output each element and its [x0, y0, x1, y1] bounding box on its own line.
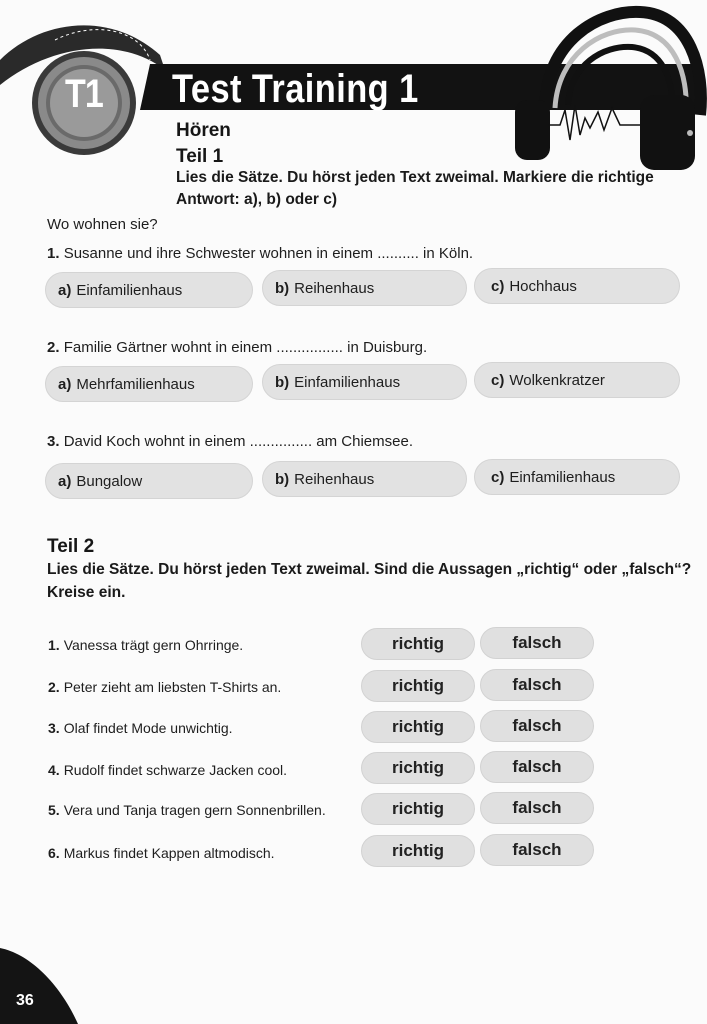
option-text: Hochhaus	[509, 277, 577, 295]
s6-falsch-button[interactable]: falsch	[480, 834, 594, 866]
option-text: Mehrfamilienhaus	[76, 375, 195, 393]
statement-1	[48, 637, 243, 653]
s2-richtig-button[interactable]: richtig	[361, 670, 475, 702]
statement-number: 6.	[48, 845, 60, 861]
s5-richtig-button[interactable]: richtig	[361, 793, 475, 825]
statement-number: 4.	[48, 762, 60, 778]
option-letter: b)	[275, 470, 290, 488]
q3-option-c[interactable]	[474, 459, 680, 495]
statement-number: 5.	[48, 802, 60, 818]
question-3	[47, 433, 413, 450]
question-text: David Koch wohnt in einem ............... am Chiemsee.	[63, 433, 414, 450]
statement-text: Peter zieht am liebsten T-Shirts an.	[63, 679, 282, 695]
statement-number: 3.	[48, 720, 60, 736]
option-letter: a)	[58, 281, 72, 299]
statement-text: Vanessa trägt gern Ohrringe.	[63, 637, 244, 653]
question-1	[47, 245, 473, 262]
s4-falsch-button[interactable]: falsch	[480, 751, 594, 783]
statement-number: 1.	[48, 637, 60, 653]
page-corner-graphic	[0, 944, 80, 1024]
option-text: Einfamilienhaus	[509, 468, 616, 486]
q1-option-c[interactable]	[474, 268, 680, 304]
teil1-prompt: Wo wohnen sie?	[47, 216, 158, 233]
option-text: Reihenhaus	[294, 470, 375, 488]
statement-text: Markus findet Kappen altmodisch.	[63, 845, 275, 861]
s1-richtig-button[interactable]: richtig	[361, 628, 475, 660]
teil2-instruction-line2: Kreise ein.	[47, 584, 126, 601]
option-letter: b)	[275, 373, 290, 391]
section-subtitle: Hören	[176, 120, 231, 141]
option-text: Einfamilienhaus	[76, 281, 183, 299]
question-number: 1.	[47, 245, 60, 262]
option-text: Bungalow	[76, 472, 143, 490]
option-letter: a)	[58, 375, 72, 393]
q3-option-a[interactable]	[45, 463, 253, 499]
teil1-instruction-line2: Antwort: a), b) oder c)	[176, 191, 338, 208]
statement-6	[48, 845, 275, 861]
page-number: 36	[16, 992, 34, 1009]
option-letter: c)	[491, 371, 505, 389]
s6-richtig-button[interactable]: richtig	[361, 835, 475, 867]
teil1-instruction-line1: Lies die Sätze. Du hörst jeden Text zweimal. Markiere die richtige	[176, 169, 654, 186]
option-text: Einfamilienhaus	[294, 373, 401, 391]
statement-text: Rudolf findet schwarze Jacken cool.	[63, 762, 288, 778]
q2-option-a[interactable]	[45, 366, 253, 402]
q1-option-a[interactable]	[45, 272, 253, 308]
page-title: Test Training 1	[172, 67, 419, 111]
statement-2	[48, 679, 281, 695]
s1-falsch-button[interactable]: falsch	[480, 627, 594, 659]
option-letter: a)	[58, 472, 72, 490]
option-letter: c)	[491, 277, 505, 295]
option-text: Reihenhaus	[294, 279, 375, 297]
question-number: 3.	[47, 433, 60, 450]
s2-falsch-button[interactable]: falsch	[480, 669, 594, 701]
option-letter: b)	[275, 279, 290, 297]
question-number: 2.	[47, 339, 60, 356]
q2-option-c[interactable]	[474, 362, 680, 398]
statement-4	[48, 762, 287, 778]
q3-option-b[interactable]	[262, 461, 467, 497]
statement-text: Vera und Tanja tragen gern Sonnenbrillen.	[63, 802, 326, 818]
q2-option-b[interactable]	[262, 364, 467, 400]
s3-richtig-button[interactable]: richtig	[361, 711, 475, 743]
question-text: Susanne und ihre Schwester wohnen in einem .......... in Köln.	[63, 245, 474, 262]
teil1-heading: Teil 1	[176, 146, 224, 167]
s5-falsch-button[interactable]: falsch	[480, 792, 594, 824]
statement-5	[48, 802, 326, 818]
s4-richtig-button[interactable]: richtig	[361, 752, 475, 784]
q1-option-b[interactable]	[262, 270, 467, 306]
question-2	[47, 339, 427, 356]
teil2-instruction-line1: Lies die Sätze. Du hörst jeden Text zweimal. Sind die Aussagen „richtig“ oder „falsch“?	[47, 561, 692, 578]
option-text: Wolkenkratzer	[509, 371, 605, 389]
teil2-heading: Teil 2	[47, 536, 95, 557]
test-badge: T1	[65, 72, 103, 116]
statement-number: 2.	[48, 679, 60, 695]
statement-3	[48, 720, 233, 736]
question-text: Familie Gärtner wohnt in einem ................ in Duisburg.	[63, 339, 428, 356]
option-letter: c)	[491, 468, 505, 486]
s3-falsch-button[interactable]: falsch	[480, 710, 594, 742]
statement-text: Olaf findet Mode unwichtig.	[63, 720, 233, 736]
